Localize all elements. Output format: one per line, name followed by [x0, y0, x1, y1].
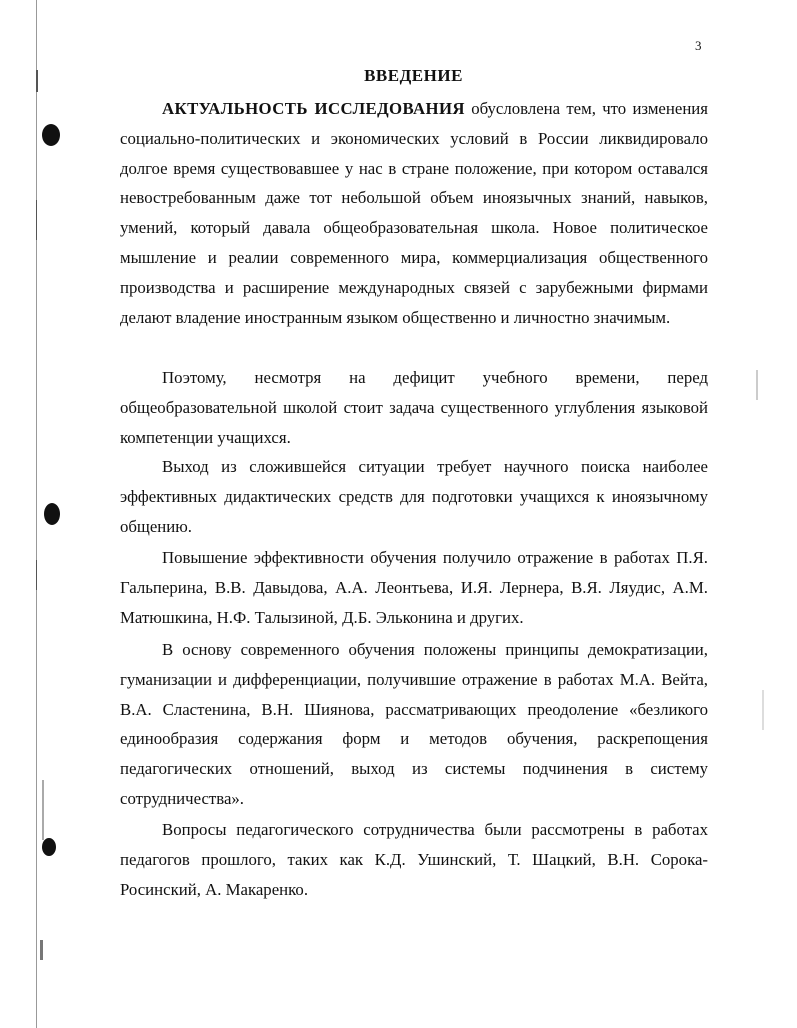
- paragraph-cooperation: [120, 815, 708, 904]
- hole-punch-mark: [42, 124, 60, 146]
- paragraph-text: В основу современного обучения положены принципы демократизации, гуманизации и дифференциации, получившие отражение в работах М.А. Вейта, В.А. Сластенина, В.Н. Шиянова, рассматривающих преодоление «безликого единообразия содержания форм и методов обучения, раскрепощения педагогических отношений, выход из системы подчинения в систему сотрудничества».: [120, 640, 708, 808]
- scan-noise: [762, 690, 764, 730]
- paragraph-text: Повышение эффективности обучения получило отражение в работах П.Я. Гальперина, В.В. Давыдова, А.А. Леонтьева, И.Я. Лернера, В.Я. Ляудис, А.М. Матюшкина, Н.Ф. Талызиной, Д.Б. Эльконина и других.: [120, 548, 708, 627]
- paragraph-efficiency: [120, 543, 708, 632]
- scan-edge-mark: [36, 200, 37, 240]
- page-number: 3: [695, 38, 702, 53]
- scan-noise: [756, 370, 758, 400]
- page-title: ВВЕДЕНИЕ: [364, 66, 463, 85]
- paragraph-therefore: [120, 363, 708, 452]
- paragraph-text: Вопросы педагогического сотрудничества были рассмотрены в работах педагогов прошлого, таких как К.Д. Ушинский, Т. Шацкий, В.Н. Сорока-Росинский, А. Макаренко.: [120, 820, 708, 899]
- scan-edge-line: [36, 0, 37, 1028]
- paragraph-text: Поэтому, несмотря на дефицит учебного времени, перед общеобразовательной школой стоит задача существенного углубления языковой компетенции учащихся.: [120, 368, 708, 447]
- scan-noise: [40, 940, 43, 960]
- paragraph-text: Выход из сложившейся ситуации требует научного поиска наиболее эффективных дидактических средств для подготовки учащихся к иноязычному общению.: [120, 457, 708, 536]
- scan-edge-mark: [36, 70, 38, 92]
- paragraph-relevance: [120, 94, 708, 332]
- hole-punch-mark: [44, 503, 60, 525]
- paragraph-principles: [120, 635, 708, 814]
- scan-noise: [42, 780, 44, 840]
- scan-edge-mark: [36, 560, 37, 590]
- hole-punch-mark: [42, 838, 56, 856]
- relevance-text: обусловлена тем, что изменения социально-политических и экономических условий в России ликвидировало долгое время существовавшее у нас в стране положение, при котором оставался невостребованным даже тот небольшой объем иноязычных знаний, навыков, умений, который давала общеобразовательная школа. Новое политическое мышление и реалии современного мира, коммерциализация общественного производства и расширение международных связей с зарубежными фирмами делают владение иностранным языком общественно и личностно значимым.: [120, 99, 708, 327]
- paragraph-way-out: [120, 452, 708, 541]
- relevance-lead: АКТУАЛЬНОСТЬ ИССЛЕДОВАНИЯ: [162, 99, 465, 118]
